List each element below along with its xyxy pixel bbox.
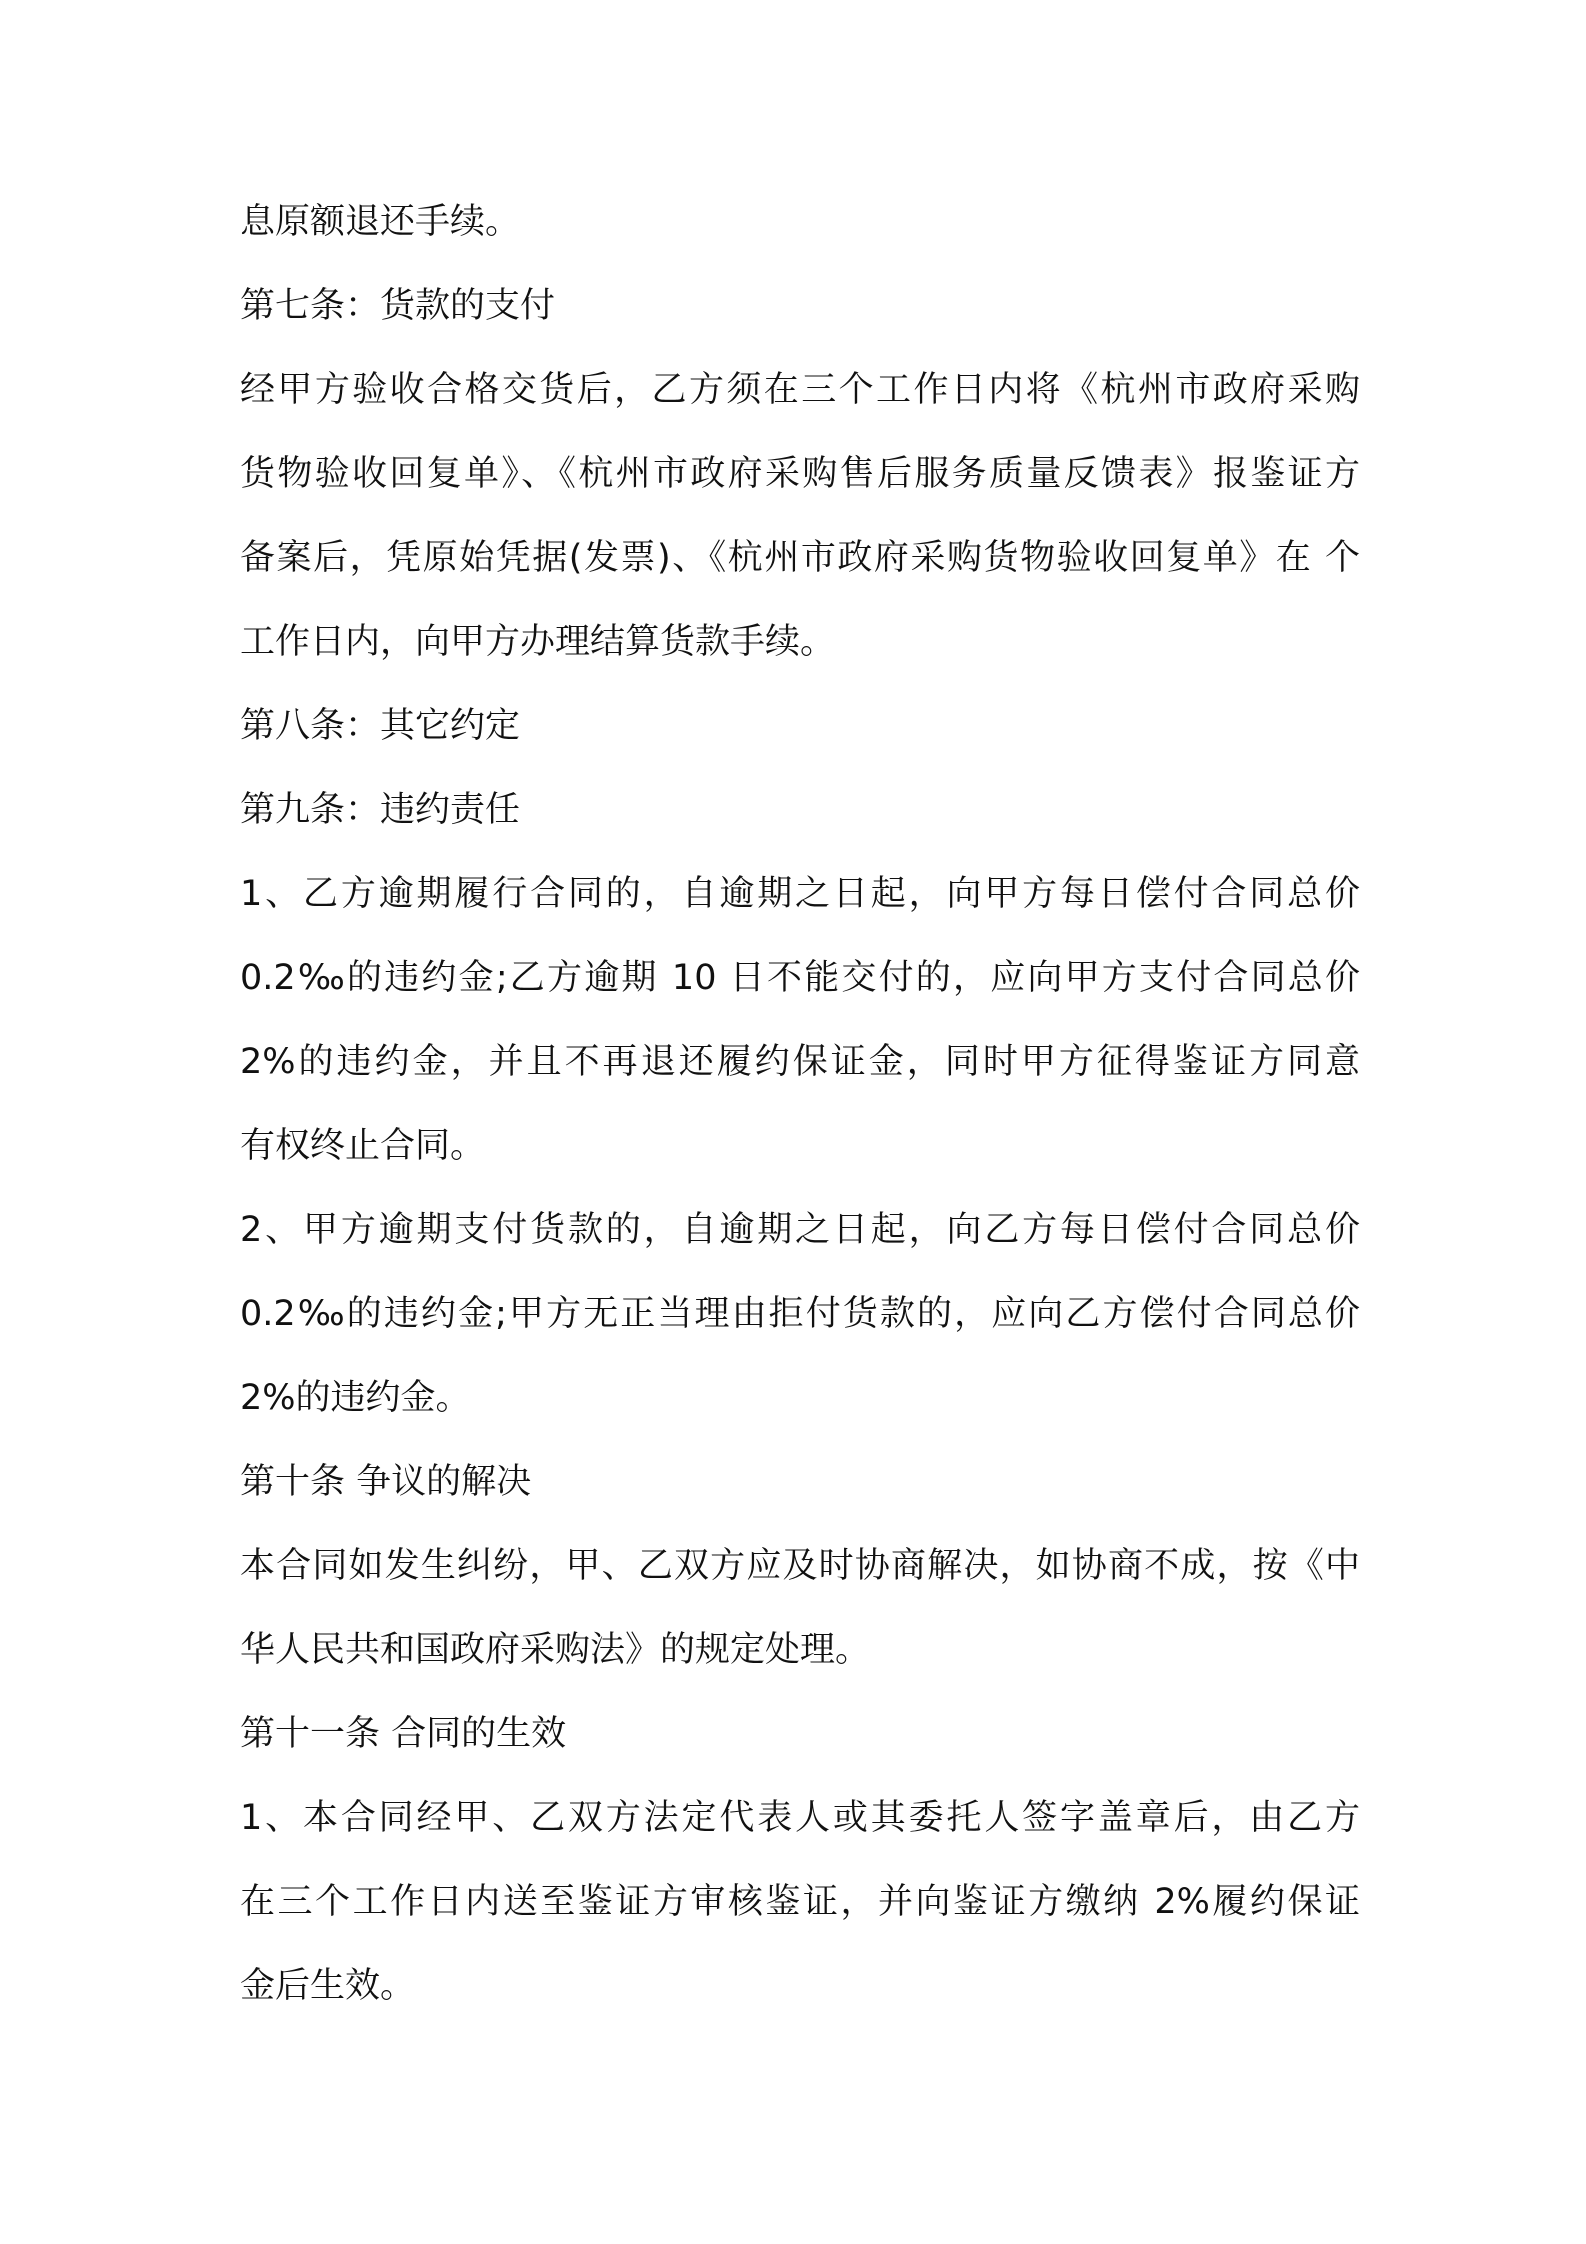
- paragraph-line: 1、本合同经甲、乙双方法定代表人或其委托人签字盖章后，由乙方: [240, 1798, 1360, 1838]
- paragraph-line: 2、甲方逾期支付货款的，自逾期之日起，向乙方每日偿付合同总价: [240, 1210, 1360, 1250]
- paragraph-line: 在三个工作日内送至鉴证方审核鉴证，并向鉴证方缴纳 2%履约保证: [240, 1882, 1360, 1922]
- paragraph-line: 备案后，凭原始凭据(发票)、《杭州市政府采购货物验收回复单》在 个: [240, 538, 1360, 578]
- article-heading: 第十一条 合同的生效: [240, 1714, 567, 1754]
- paragraph-line: 金后生效。: [240, 1966, 416, 2006]
- article-heading: 第十条 争议的解决: [240, 1462, 532, 1502]
- paragraph-line: 息原额退还手续。: [240, 202, 521, 242]
- document-page: [240, 196, 1360, 2044]
- paragraph-line: 货物验收回复单》、《杭州市政府采购售后服务质量反馈表》报鉴证方: [240, 454, 1360, 494]
- paragraph-line: 本合同如发生纠纷，甲、乙双方应及时协商解决，如协商不成，按《中: [240, 1546, 1360, 1586]
- article-heading: 第七条：货款的支付: [240, 286, 556, 326]
- paragraph-line: 2%的违约金，并且不再退还履约保证金，同时甲方征得鉴证方同意: [240, 1042, 1360, 1082]
- article-heading: 第九条：违约责任: [240, 790, 521, 830]
- paragraph-line: 1、乙方逾期履行合同的，自逾期之日起，向甲方每日偿付合同总价: [240, 874, 1360, 914]
- paragraph-line: 0.2‰的违约金;乙方逾期 10 日不能交付的，应向甲方支付合同总价: [240, 958, 1360, 998]
- paragraph-line: 经甲方验收合格交货后，乙方须在三个工作日内将《杭州市政府采购: [240, 370, 1360, 410]
- paragraph-line: 2%的违约金。: [240, 1378, 471, 1418]
- paragraph-line: 0.2‰的违约金;甲方无正当理由拒付货款的，应向乙方偿付合同总价: [240, 1294, 1360, 1334]
- article-heading: 第八条：其它约定: [240, 706, 521, 746]
- paragraph-line: 华人民共和国政府采购法》的规定处理。: [240, 1630, 871, 1670]
- paragraph-line: 有权终止合同。: [240, 1126, 486, 1166]
- paragraph-line: 工作日内，向甲方办理结算货款手续。: [240, 622, 836, 662]
